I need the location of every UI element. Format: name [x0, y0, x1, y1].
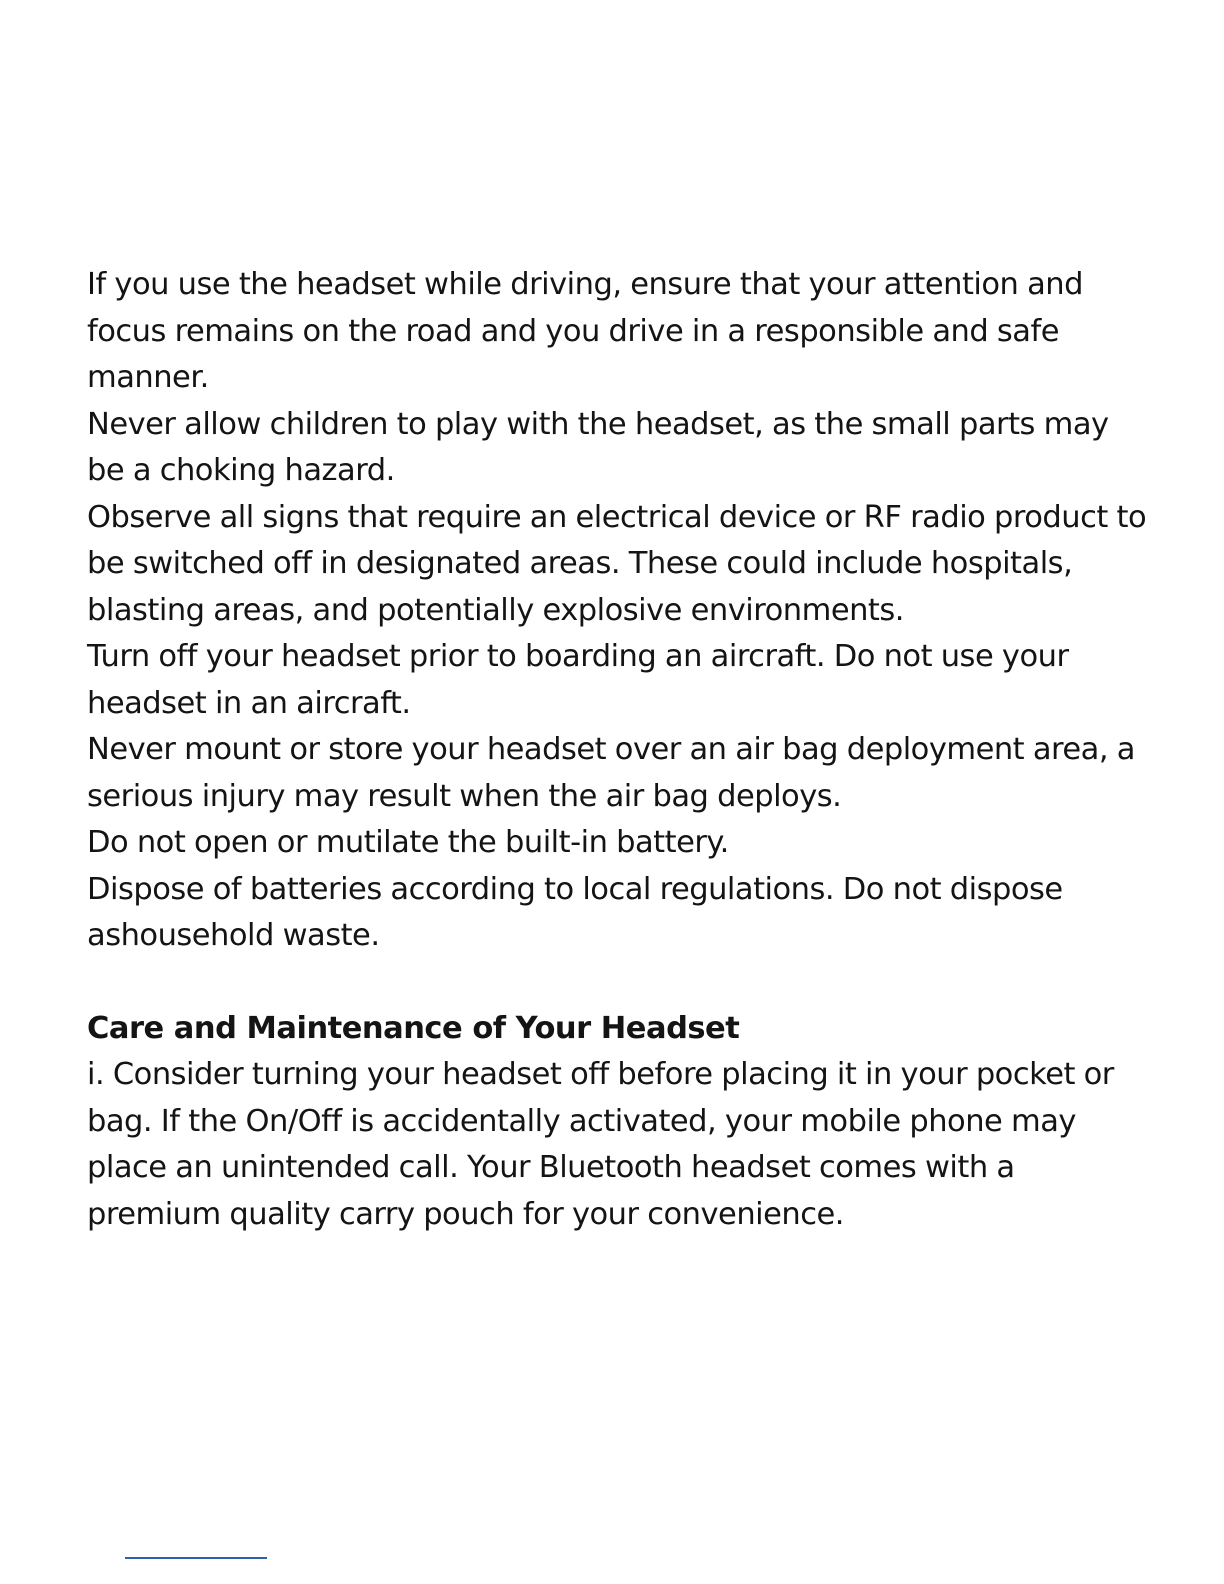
safety-aircraft-paragraph: Turn off your headset prior to boarding an aircraft. Do not use your headset in an aircraft.	[87, 639, 1069, 721]
care-heading: Care and Maintenance of Your Headset	[87, 1010, 740, 1046]
safety-driving-paragraph: If you use the headset while driving, ensure that your attention and focus remains on the road and you drive in a responsible and safe manner.	[87, 267, 1083, 395]
safety-signs-paragraph: Observe all signs that require an electrical device or RF radio product to be switched off in designated areas. These could include hospitals, blasting areas, and potentially explosive environments.	[87, 499, 1147, 628]
document-body	[87, 262, 1147, 1238]
footer-divider	[125, 1557, 267, 1559]
safety-children-paragraph: Never allow children to play with the headset, as the small parts may be a choking hazard.	[87, 406, 1109, 488]
care-pocket-paragraph: i. Consider turning your headset off before placing it in your pocket or bag. If the On/Off is accidentally activated, your mobile phone may place an unintended call. Your Bluetooth headset comes with a premium quality carry pouch for your convenience.	[87, 1057, 1114, 1232]
safety-battery-paragraph: Do not open or mutilate the built-in battery.	[87, 825, 729, 860]
safety-disposal-paragraph: Dispose of batteries according to local regulations. Do not dispose ashousehold waste.	[87, 871, 1063, 953]
section-spacer	[87, 960, 1147, 1006]
safety-airbag-paragraph: Never mount or store your headset over an air bag deployment area, a serious injury may result when the air bag deploys.	[87, 732, 1135, 814]
